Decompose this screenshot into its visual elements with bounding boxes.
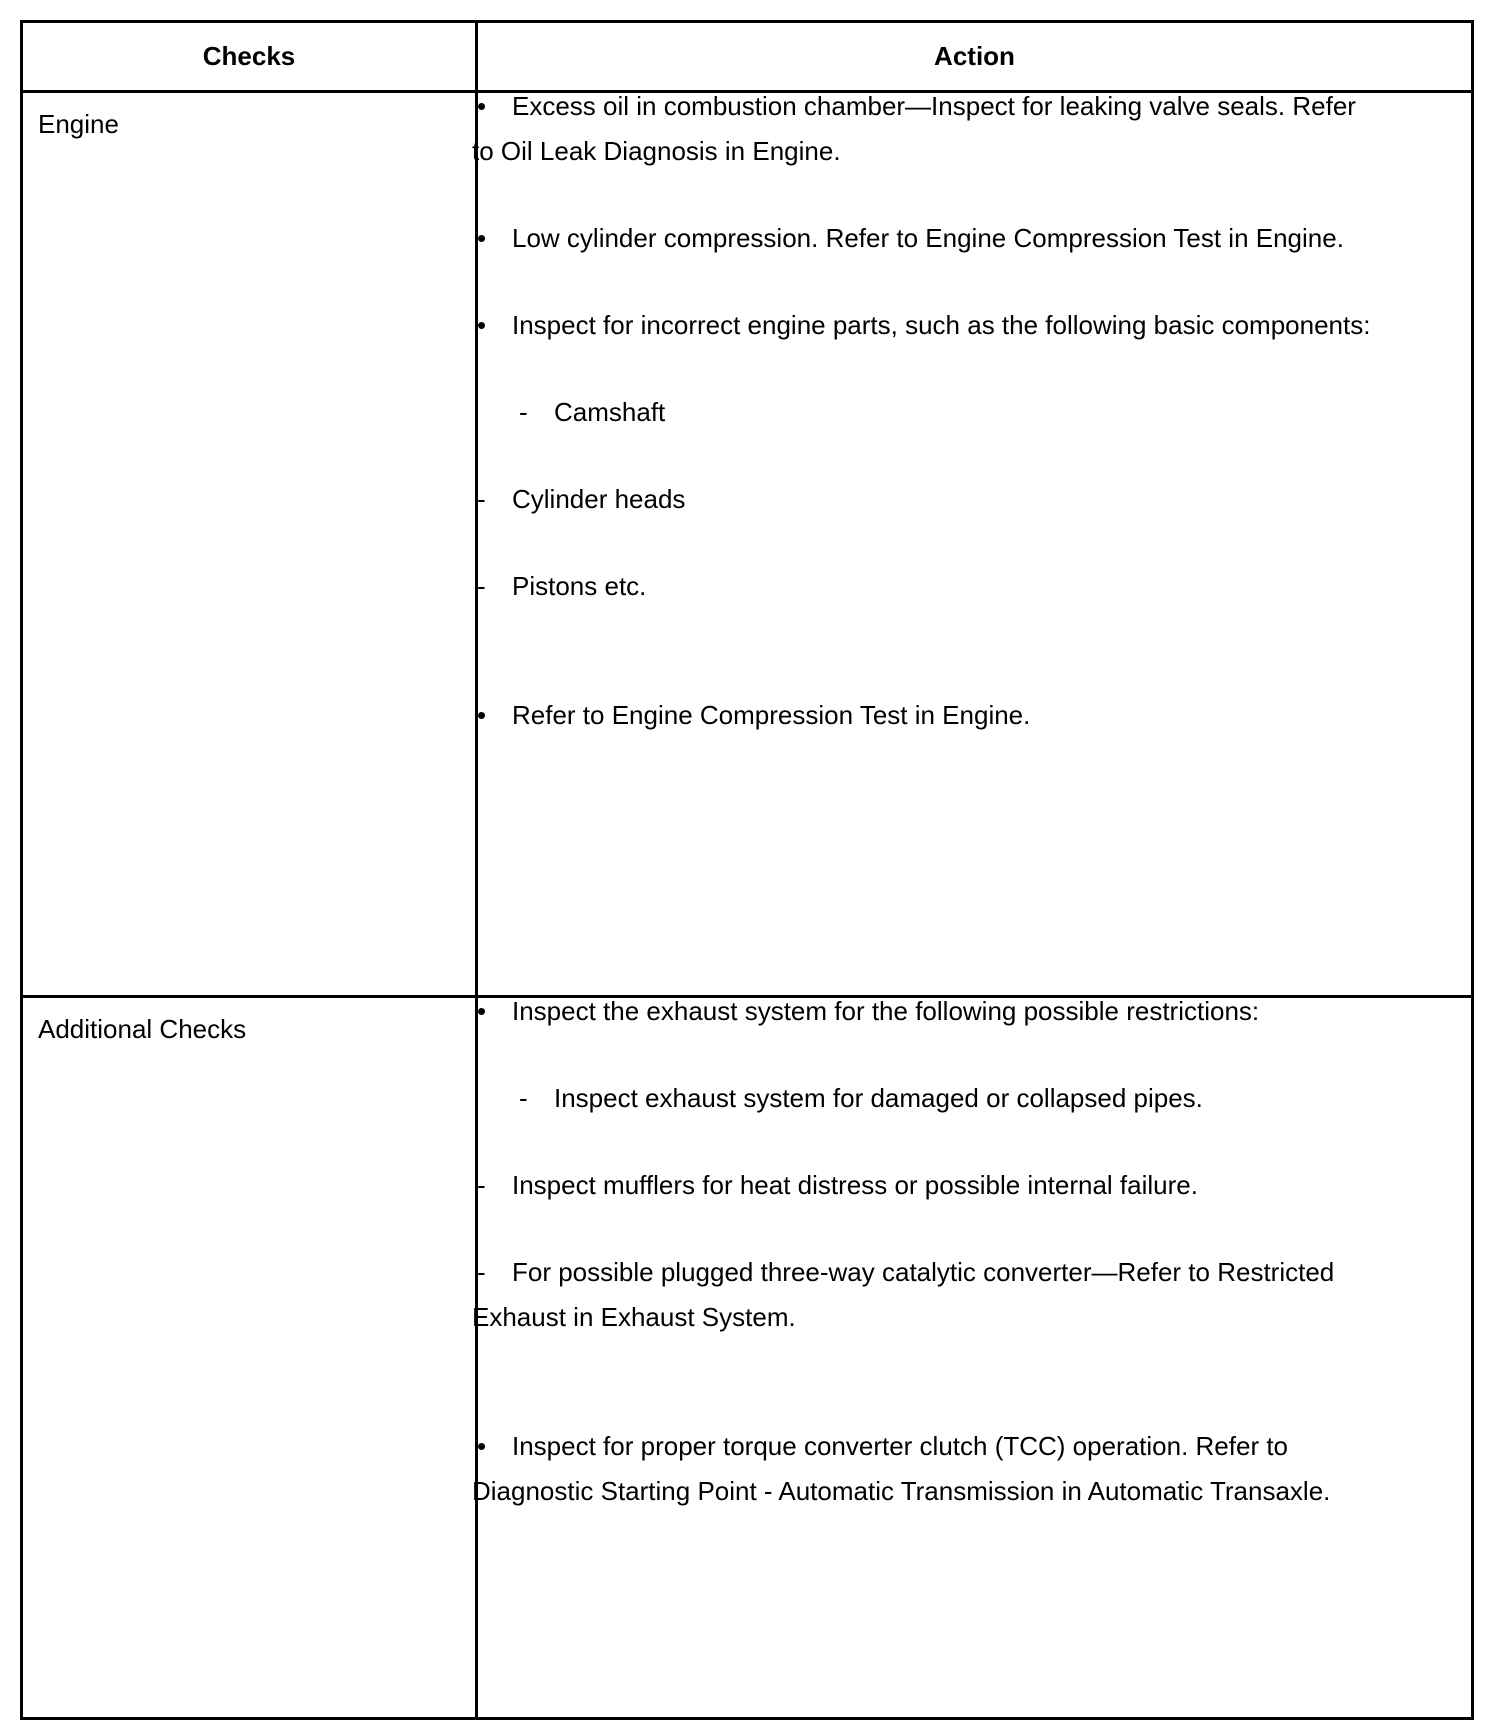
list-item: - Camshaft — [519, 397, 666, 427]
list-item: • Excess oil in combustion chamber—Inspect for leaking valve seals. Refer to Oil Leak Diagnosis in Engine. — [472, 91, 1356, 166]
list-item: - Pistons etc. — [477, 571, 647, 601]
list-item: • Low cylinder compression. Refer to Engine Compression Test in Engine. — [477, 223, 1344, 253]
header-checks: Checks — [202, 41, 296, 71]
list-item: - Cylinder heads — [477, 484, 686, 514]
list-item: • Inspect for incorrect engine parts, such as the following basic components: — [477, 310, 1371, 340]
header-action: Action — [934, 41, 1015, 71]
check-engine: Engine — [38, 109, 119, 139]
action-cell-additional — [472, 989, 1372, 1556]
list-item: - Inspect exhaust system for damaged or collapsed pipes. — [519, 1083, 1203, 1113]
list-item: - For possible plugged three-way catalytic converter—Refer to Restricted Exhaust in Exhaust System. — [472, 1257, 1335, 1332]
action-cell-engine — [472, 84, 1372, 780]
check-additional: Additional Checks — [38, 1014, 247, 1044]
list-item: - Inspect mufflers for heat distress or possible internal failure. — [477, 1170, 1198, 1200]
list-item: • Inspect the exhaust system for the following possible restrictions: — [477, 996, 1260, 1026]
list-item: • Inspect for proper torque converter clutch (TCC) operation. Refer to Diagnostic Starting Point - Automatic Transmission in Automatic Transaxle. — [472, 1431, 1331, 1506]
list-item: • Refer to Engine Compression Test in Engine. — [477, 700, 1031, 730]
